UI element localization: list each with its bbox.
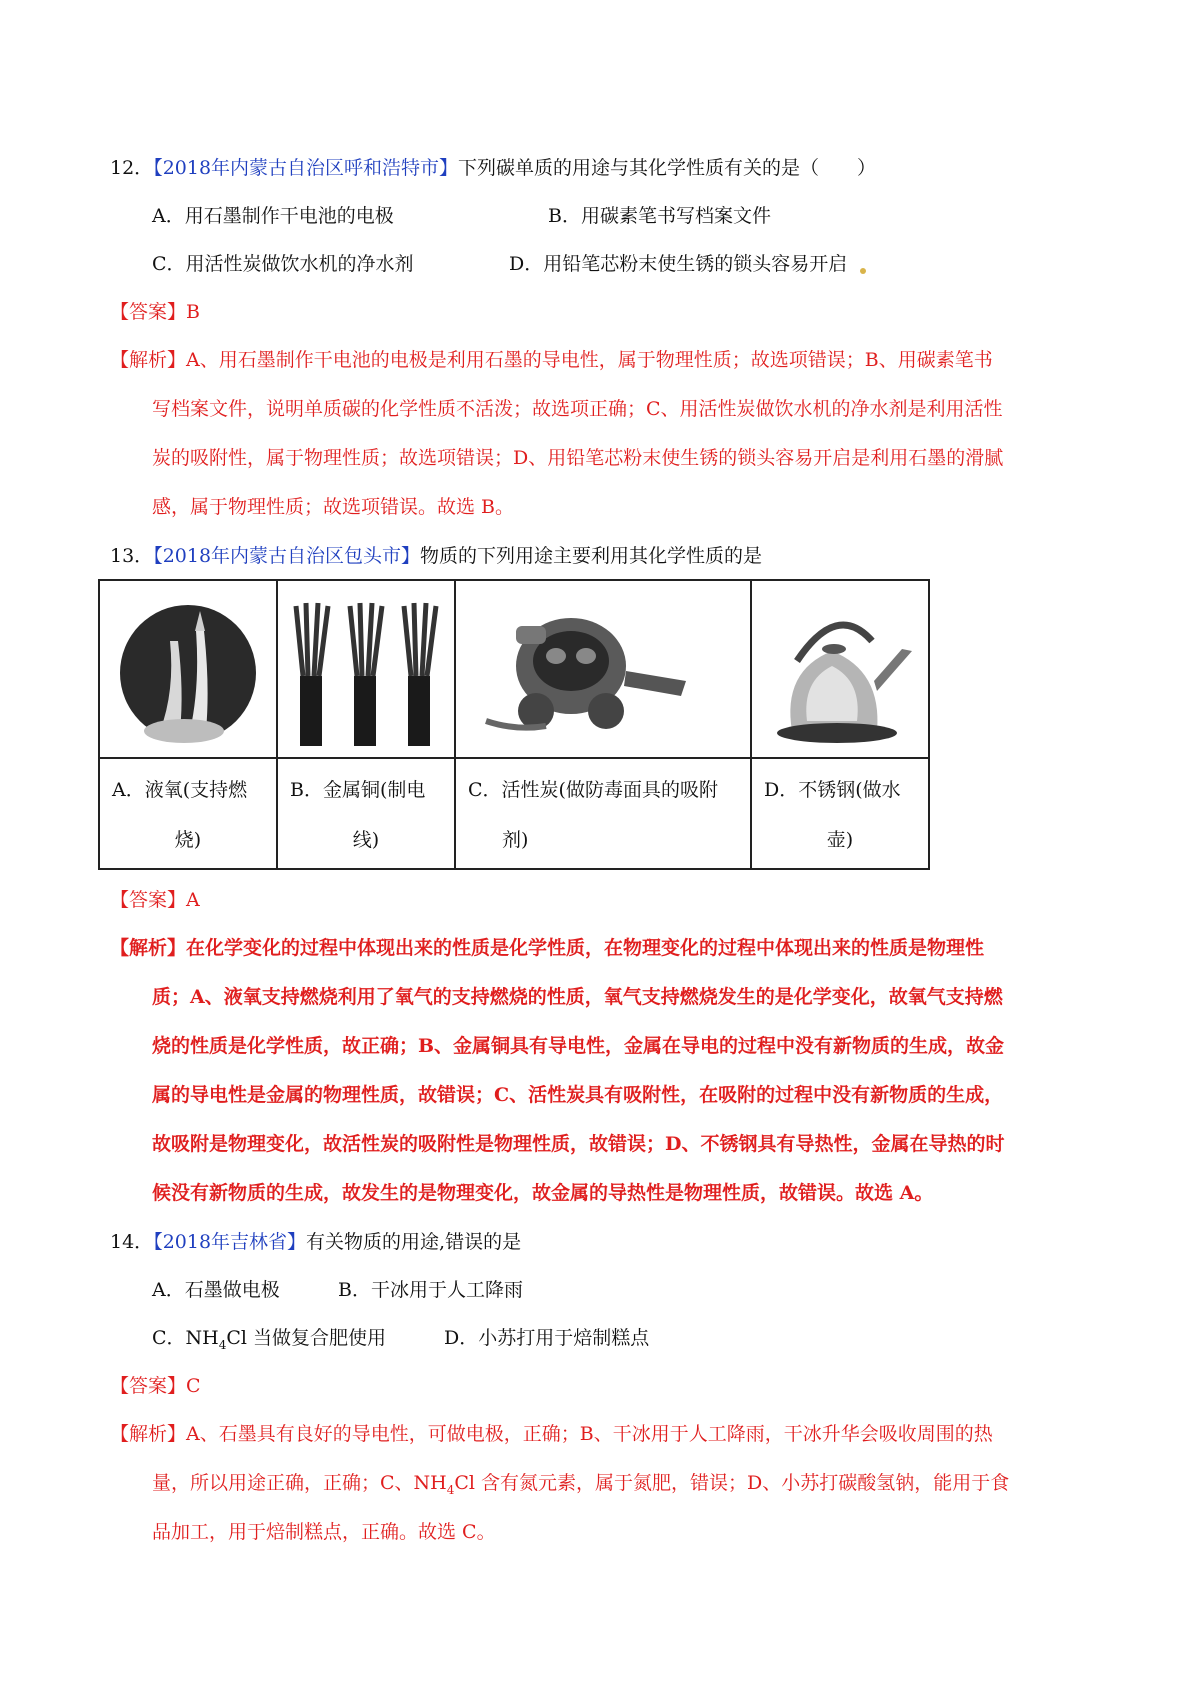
q13-image-row xyxy=(99,580,929,758)
q14-analysis-line-3: 品加工，用于焙制糕点，正确。故选 C。 xyxy=(152,1521,496,1543)
q14-option-c xyxy=(152,1325,386,1358)
q13-analysis-line-4: 属的导电性是金属的物理性质，故错误；C、活性炭具有吸附性，在吸附的过程中没有新物质的生成， xyxy=(152,1084,1004,1106)
q12-option-a: A．用石墨制作干电池的电极 xyxy=(152,205,394,227)
q12-analysis-line-4: 感，属于物理性质；故选项错误。故选 B。 xyxy=(152,496,515,518)
q14-analysis-text-1: A、石墨具有良好的导电性，可做电极，正确；B、干冰用于人工降雨，干冰升华会吸收周围的热 xyxy=(186,1423,993,1445)
q13-caption-d-line2: 壶) xyxy=(826,829,854,851)
q14-option-b: B．干冰用于人工降雨 xyxy=(338,1279,523,1301)
q14-answer-label: 【答案】 xyxy=(110,1375,187,1397)
q13-caption-b-line2: 线) xyxy=(352,829,380,851)
q12-stem: 下列碳单质的用途与其化学性质有关的是（ ） xyxy=(458,157,877,179)
q14-option-d: D．小苏打用于焙制糕点 xyxy=(444,1327,650,1349)
q13-number: 13． xyxy=(110,545,154,567)
q13-analysis-line-6: 候没有新物质的生成，故发生的是物理变化，故金属的导热性是物理性质，故错误。故选 A。 xyxy=(152,1182,934,1204)
q12-option-d: D．用铅笔芯粉末使生锈的锁头容易开启 xyxy=(509,253,848,275)
q13-caption-b xyxy=(277,758,455,869)
stray-dot-mark xyxy=(860,268,866,274)
q13-image-cell-b xyxy=(277,580,455,758)
q13-analysis-text-1: 在化学变化的过程中体现出来的性质是化学性质，在物理变化的过程中体现出来的性质是物理性 xyxy=(186,937,985,959)
q12-source: 【2018年内蒙古自治区呼和浩特市】 xyxy=(153,157,459,179)
q13-image-cell-c xyxy=(455,580,751,758)
q13-source: 【2018年内蒙古自治区包头市】 xyxy=(153,545,421,567)
q12-analysis-text-1: A、用石墨制作干电池的电极是利用石墨的导电性，属于物理性质；故选项错误；B、用碳素笔书 xyxy=(186,349,993,371)
q14-source: 【2018年吉林省】 xyxy=(153,1231,307,1253)
q14-option-a: A．石墨做电极 xyxy=(152,1279,280,1301)
q12-analysis-label: 【解析】 xyxy=(110,349,187,371)
q13-caption-c xyxy=(455,758,751,869)
q12-number: 12． xyxy=(110,157,154,179)
q12-answer-label: 【答案】 xyxy=(110,301,187,323)
q12-option-c: C．用活性炭做饮水机的净水剂 xyxy=(152,253,414,275)
q12-option-b: B．用碳素笔书写档案文件 xyxy=(548,205,771,227)
rocket-launch-image xyxy=(100,581,276,757)
q14-analysis-line-1 xyxy=(110,1421,993,1447)
q13-image-cell-d xyxy=(751,580,929,758)
q13-answer xyxy=(110,887,200,913)
q13-caption-a-line2: 烧) xyxy=(174,829,202,851)
gas-mask-image xyxy=(456,581,750,757)
q12-answer xyxy=(110,299,200,325)
q13-analysis-line-3: 烧的性质是化学性质，故正确；B、金属铜具有导电性，金属在导电的过程中没有新物质的生成，故金 xyxy=(152,1035,1005,1057)
q13-caption-b-line1: B．金属铜(制电 xyxy=(290,779,426,801)
q12-stem-line xyxy=(110,155,876,181)
q13-caption-d xyxy=(751,758,929,869)
q13-analysis-line-5: 故吸附是物理变化，故活性炭的吸附性是物理性质，故错误；D、不锈钢具有导热性，金属在导热的时 xyxy=(152,1133,1005,1155)
q14-analysis-label: 【解析】 xyxy=(110,1423,187,1445)
q14-number: 14． xyxy=(110,1231,154,1253)
q13-options-table xyxy=(98,579,930,870)
q13-stem: 物质的下列用途主要利用其化学性质的是 xyxy=(420,545,763,567)
q14-answer xyxy=(110,1373,201,1399)
q12-analysis-line-1 xyxy=(110,347,993,373)
q14-analysis-line2-post: Cl 含有氮元素，属于氮肥，错误；D、小苏打碳酸氢钠，能用于食 xyxy=(454,1472,1010,1494)
q14-stem: 有关物质的用途,错误的是 xyxy=(306,1231,522,1253)
q13-caption-a-line1: A．液氧(支持燃 xyxy=(112,779,248,801)
q13-caption-a xyxy=(99,758,277,869)
q14-analysis-line2-pre: 量，所以用途正确，正确；C、NH xyxy=(152,1472,447,1494)
q14-analysis-line-2 xyxy=(152,1470,1009,1503)
q13-analysis-line-1 xyxy=(110,935,984,961)
q13-caption-d-line1: D．不锈钢(做水 xyxy=(764,779,901,801)
q13-answer-label: 【答案】 xyxy=(110,889,187,911)
q13-analysis-label: 【解析】 xyxy=(110,937,187,959)
q13-analysis-line-2: 质；A、液氧支持燃烧利用了氧气的支持燃烧的性质，氧气支持燃烧发生的是化学变化，故氧气支持燃 xyxy=(152,986,1003,1008)
q13-stem-line xyxy=(110,543,762,569)
q14-analysis-line2-sub: 4 xyxy=(446,1482,455,1497)
q13-caption-row xyxy=(99,758,929,869)
q12-answer-value: B xyxy=(186,301,200,323)
q14-answer-value: C xyxy=(186,1375,201,1397)
q12-analysis-line-3: 炭的吸附性，属于物理性质；故选项错误；D、用铅笔芯粉末使生锈的锁头容易开启是利用石墨的滑腻 xyxy=(152,447,1004,469)
q14-stem-line xyxy=(110,1229,521,1255)
q13-caption-c-line1: C．活性炭(做防毒面具的吸附 xyxy=(468,779,718,801)
q14-option-c-post: Cl 当做复合肥使用 xyxy=(226,1327,387,1349)
q12-analysis-line-2: 写档案文件，说明单质碳的化学性质不活泼；故选项正确；C、用活性炭做饮水机的净水剂是利用活性 xyxy=(152,398,1003,420)
copper-wire-image xyxy=(278,581,454,757)
q14-option-c-pre: C．NH xyxy=(152,1327,219,1349)
q14-option-c-sub: 4 xyxy=(218,1337,227,1352)
kettle-image xyxy=(752,581,928,757)
q13-caption-c-line2: 剂) xyxy=(502,829,529,851)
q13-answer-value: A xyxy=(186,889,200,911)
q13-image-cell-a xyxy=(99,580,277,758)
